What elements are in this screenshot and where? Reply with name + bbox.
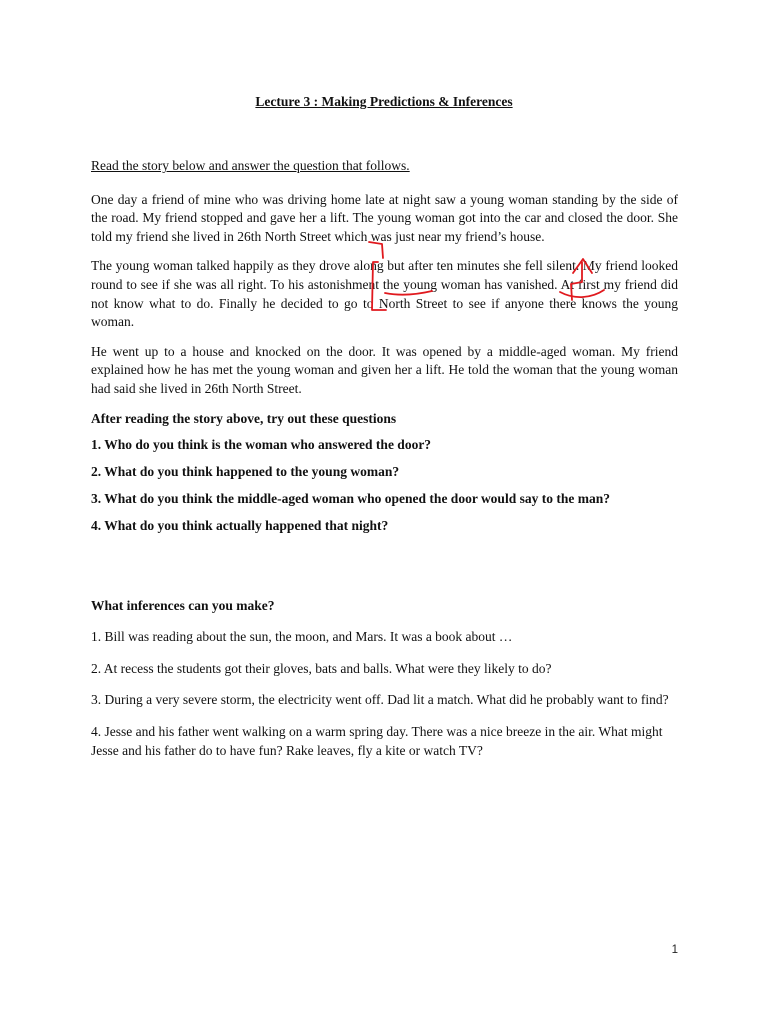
inference-item-3: 3. During a very severe storm, the electricity went off. Dad lit a match. What did he probably want to find? <box>91 692 669 708</box>
document-body <box>91 157 678 773</box>
question-4: 4. What do you think actually happened that night? <box>91 518 389 534</box>
questions-heading: After reading the story above, try out these questions <box>91 410 397 426</box>
question-3: 3. What do you think the middle-aged woman who opened the door would say to the man? <box>91 491 610 507</box>
question-2: 2. What do you think happened to the young woman? <box>91 464 400 480</box>
story-paragraph-2: The young woman talked happily as they drove along but after ten minutes she fell silent. My friend looked round to see if she was all right. To his astonishment the young woman has vanished. At first my friend did not know what to do. Finally he decided to go to North Street to see if anyone there knows the young woman. <box>91 258 678 330</box>
story-paragraph-1: One day a friend of mine who was driving home late at night saw a young woman standing by the side of the road. My friend stopped and gave her a lift. The young woman got into the car and closed the door. She told my friend she lived in 26th North Street which was just near my friend’s house. <box>91 191 678 244</box>
story-paragraph-3: He went up to a house and knocked on the door. It was opened by a middle-aged woman. My friend explained how he has met the young woman and given her a lift. He told the woman that the young woman had said she lived in 26th North Street. <box>91 343 678 396</box>
instruction-text: Read the story below and answer the question that follows. <box>91 158 410 173</box>
inference-item-1: 1. Bill was reading about the sun, the moon, and Mars. It was a book about … <box>91 629 513 645</box>
inferences-heading: What inferences can you make? <box>91 597 275 613</box>
question-1: 1. Who do you think is the woman who answered the door? <box>91 437 432 453</box>
inference-item-4: 4. Jesse and his father went walking on a warm spring day. There was a nice breeze in the air. What might Jesse and his father do to have fun? Rake leaves, fly a kite or watch TV? <box>91 724 663 758</box>
page-number: 1 <box>671 944 678 956</box>
inference-item-2: 2. At recess the students got their gloves, bats and balls. What were they likely to do? <box>91 660 552 676</box>
lecture-title: Lecture 3 : Making Predictions & Inferences <box>255 94 513 109</box>
